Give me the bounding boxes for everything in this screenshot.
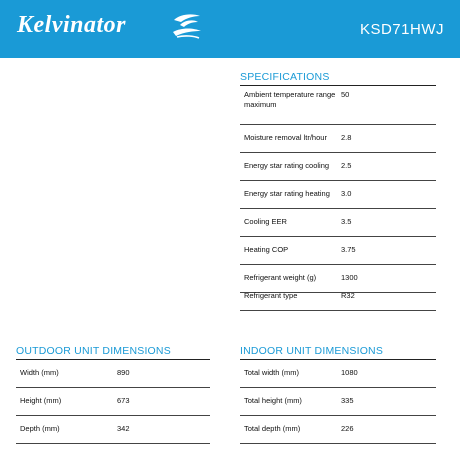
spec-label: Heating COP [244, 245, 289, 254]
table-row [240, 237, 436, 265]
spec-value: 3.75 [341, 245, 356, 254]
table-row [16, 416, 210, 444]
model-number: KSD71HWJ [359, 21, 444, 38]
spec-label: Energy star rating heating [244, 189, 330, 198]
dimension-value: 890 [117, 368, 130, 377]
kelvinator-swoosh-logo-icon [170, 11, 204, 41]
table-row [240, 209, 436, 237]
dimension-value: 226 [341, 424, 354, 433]
spec-label: Moisture removal ltr/hour [244, 133, 327, 142]
spec-value: 2.5 [341, 161, 352, 170]
table-row [240, 153, 436, 181]
table-row [240, 86, 436, 125]
dimension-value: 673 [117, 396, 130, 405]
spec-value: 1300 [341, 273, 358, 282]
spec-label: Ambient temperature range maximum [244, 90, 336, 109]
indoor-dimensions-title: INDOOR UNIT DIMENSIONS [240, 345, 384, 357]
spec-value: R32 [341, 291, 355, 300]
table-row [16, 360, 210, 388]
dimension-label: Height (mm) [20, 396, 62, 405]
brand-logo-text: Kelvinator [17, 12, 127, 38]
spec-value: 3.5 [341, 217, 352, 226]
table-row [240, 181, 436, 209]
dimension-label: Total height (mm) [244, 396, 302, 405]
table-row [240, 283, 436, 311]
spec-label: Refrigerant type [244, 291, 298, 300]
spec-value: 2.8 [341, 133, 352, 142]
spec-label: Energy star rating cooling [244, 161, 330, 170]
table-row [240, 416, 436, 444]
dimension-label: Total depth (mm) [244, 424, 301, 433]
dimension-value: 335 [341, 396, 354, 405]
dimension-label: Width (mm) [20, 368, 59, 377]
spec-value: 50 [341, 90, 350, 99]
dimension-label: Depth (mm) [20, 424, 60, 433]
dimension-value: 1080 [341, 368, 358, 377]
dimension-value: 342 [117, 424, 130, 433]
spec-value: 3.0 [341, 189, 352, 198]
spec-label: Cooling EER [244, 217, 287, 226]
table-row [240, 388, 436, 416]
header-bar [0, 0, 460, 58]
dimension-label: Total width (mm) [244, 368, 300, 377]
table-row [16, 388, 210, 416]
spec-label: Refrigerant weight (g) [244, 273, 317, 282]
table-row [240, 125, 436, 153]
specifications-title: SPECIFICATIONS [240, 71, 330, 83]
outdoor-dimensions-title: OUTDOOR UNIT DIMENSIONS [16, 345, 171, 357]
table-row [240, 360, 436, 388]
